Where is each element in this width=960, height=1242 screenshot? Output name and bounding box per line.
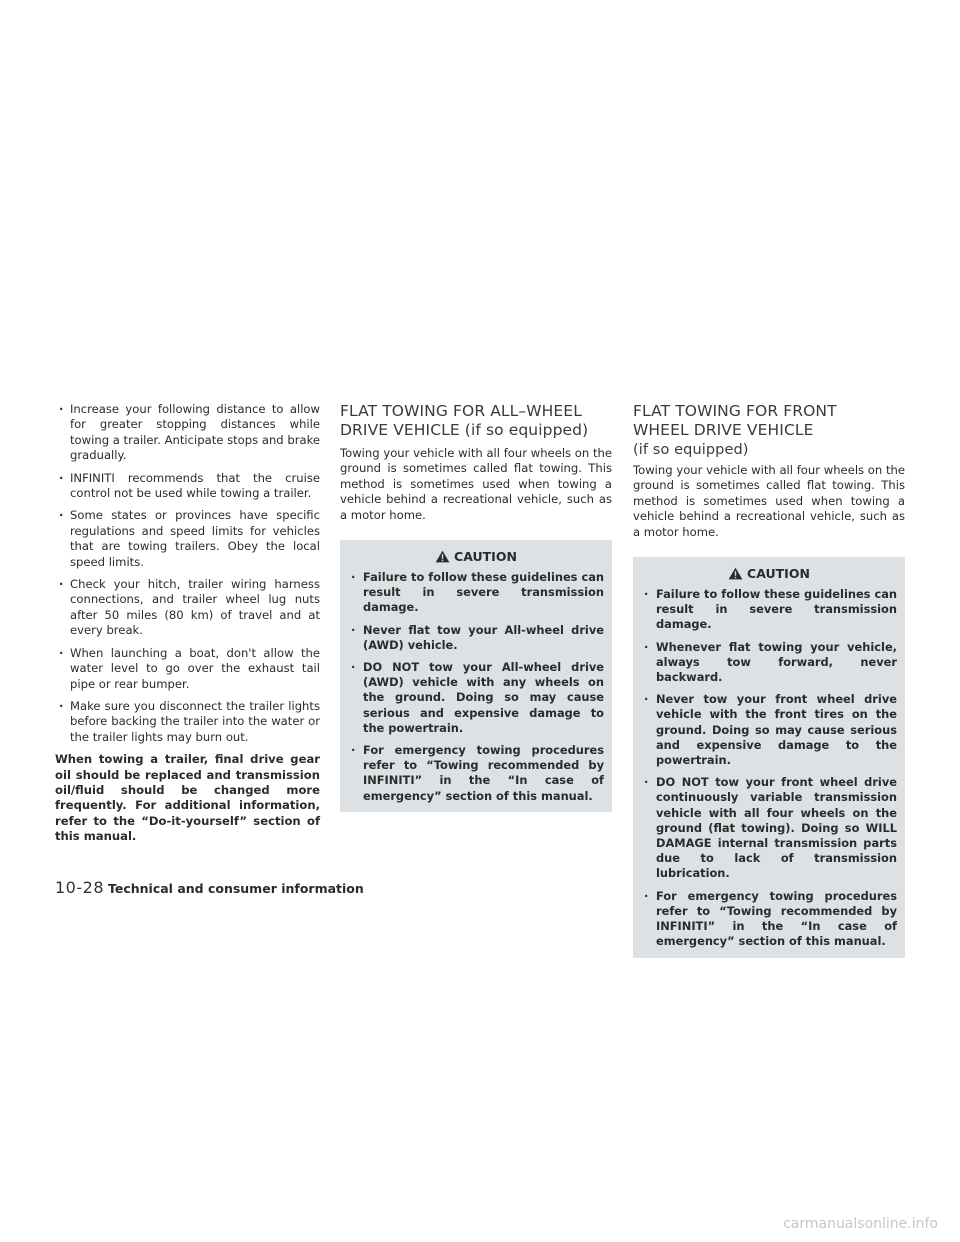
warning-triangle-icon: [728, 567, 743, 580]
awd-section-title: [340, 402, 612, 440]
fwd-title-line3: (if so equipped): [633, 442, 749, 458]
towing-tips-list: [55, 402, 320, 745]
watermark: carmanualsonline.info: [783, 1216, 938, 1232]
caution-item: · Whenever flat towing your vehicle, always tow forward, never backward.: [641, 640, 897, 686]
warning-triangle-icon: [435, 550, 450, 563]
caution-header: [348, 547, 604, 565]
awd-section: [340, 402, 612, 812]
fwd-title-line2: WHEEL DRIVE VEHICLE: [633, 421, 814, 439]
fwd-caution-list: [641, 587, 897, 949]
caution-item: · Never flat tow your All-wheel drive (AWD) vehicle.: [348, 623, 604, 653]
awd-intro: Towing your vehicle with all four wheels on the ground is sometimes called flat towing. This method is sometimes used when towing a vehicle behind a recreational vehicle, such as a motor home.: [340, 446, 612, 522]
left-column: [55, 402, 320, 845]
caution-item: · For emergency towing procedures refer to “Towing recommended by INFINITI” in the “In case of emergency” section of this manual.: [641, 889, 897, 950]
list-item: · When launching a boat, don't allow the water level to go over the exhaust tail pipe or rear bumper.: [55, 646, 320, 692]
fwd-caution-box: [633, 557, 905, 957]
list-item: · Check your hitch, trailer wiring harness connections, and trailer wheel lug nuts after 50 miles (80 km) of travel and at every break.: [55, 577, 320, 639]
page-number: 10-28: [55, 878, 104, 897]
list-item: · INFINITI recommends that the cruise control not be used while towing a trailer.: [55, 471, 320, 502]
list-item: · Make sure you disconnect the trailer lights before backing the trailer into the water or the trailer lights may burn out.: [55, 699, 320, 745]
caution-item: · DO NOT tow your front wheel drive continuously variable transmission vehicle with all four wheels on the ground (flat towing). Doing so WILL DAMAGE internal transmission parts due to lack of transmission lubrication.: [641, 775, 897, 881]
caution-label: CAUTION: [454, 548, 517, 564]
awd-title-line1: FLAT TOWING FOR ALL–WHEEL: [340, 402, 582, 420]
caution-label: CAUTION: [747, 565, 810, 581]
list-item: · Some states or provinces have specific regulations and speed limits for vehicles that are towing trailers. Obey the local speed limits.: [55, 508, 320, 570]
caution-item: · Failure to follow these guidelines can result in severe transmission damage.: [641, 587, 897, 633]
awd-title-line2: DRIVE VEHICLE (if so equipped): [340, 421, 589, 439]
caution-item: · For emergency towing procedures refer to “Towing recommended by INFINITI” in the “In case of emergency” section of this manual.: [348, 743, 604, 804]
caution-item: · Failure to follow these guidelines can result in severe transmission damage.: [348, 570, 604, 616]
fwd-title-line1: FLAT TOWING FOR FRONT: [633, 402, 837, 420]
caution-header: [641, 564, 897, 582]
section-label: Technical and consumer information: [108, 881, 364, 896]
list-item: · Increase your following distance to allow for greater stopping distances while towing a trailer. Anticipate stops and brake gradually.: [55, 402, 320, 464]
fwd-section-title: [633, 402, 905, 460]
gear-oil-note: When towing a trailer, final drive gear oil should be replaced and transmission oil/fluid should be changed more frequently. For additional information, refer to the “Do-it-yourself” section of this manual.: [55, 752, 320, 844]
page-footer: [55, 878, 364, 897]
awd-caution-box: [340, 540, 612, 812]
fwd-intro: Towing your vehicle with all four wheels on the ground is sometimes called flat towing. This method is sometimes used when towing a vehicle behind a recreational vehicle, such as a motor home.: [633, 463, 905, 539]
fwd-section: [633, 402, 905, 958]
caution-item: · Never tow your front wheel drive vehicle with the front tires on the ground. Doing so may cause serious and expensive damage to the powertrain.: [641, 692, 897, 768]
awd-caution-list: [348, 570, 604, 804]
caution-item: · DO NOT tow your All-wheel drive (AWD) vehicle with any wheels on the ground. Doing so may cause serious and expensive damage to the powertrain.: [348, 660, 604, 736]
